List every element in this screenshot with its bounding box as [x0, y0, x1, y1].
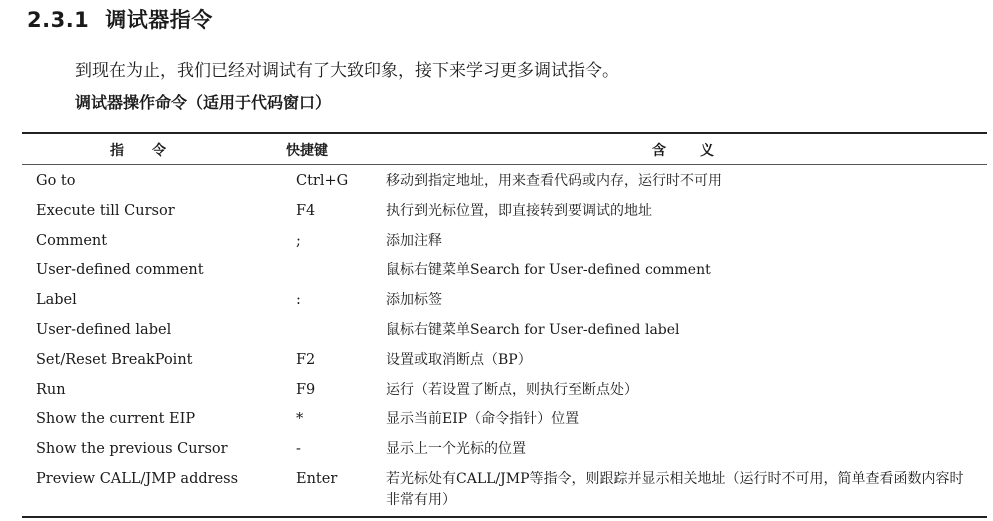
intro-paragraph: 到现在为止，我们已经对调试有了大致印象，接下来学习更多调试指令。	[75, 61, 619, 81]
command-cell: Show the previous Cursor	[36, 441, 228, 458]
meaning-cell: 移动到指定地址，用来查看代码或内存，运行时不可用	[386, 173, 722, 189]
table-bottom-rule	[22, 516, 987, 518]
section-heading	[27, 4, 213, 34]
table-caption: 调试器操作命令（适用于代码窗口）	[75, 93, 332, 112]
table-row	[36, 405, 986, 435]
shortcut-cell: Ctrl+G	[296, 173, 349, 189]
table-row	[36, 167, 986, 197]
command-cell: Set/Reset BreakPoint	[36, 351, 193, 368]
table-row	[36, 227, 986, 257]
meaning-cell: 运行（若设置了断点，则执行至断点处）	[386, 381, 638, 398]
meaning-cell: 显示上一个光标的位置	[386, 441, 526, 458]
table-row	[36, 435, 986, 465]
table-row	[36, 346, 986, 376]
shortcut-cell: :	[296, 292, 301, 309]
table-top-rule	[22, 132, 987, 134]
meaning-cell: 添加注释	[386, 232, 442, 249]
shortcut-cell: ;	[296, 232, 301, 249]
table-row	[36, 316, 986, 346]
header-command: 指令	[110, 143, 194, 159]
command-cell: Label	[36, 292, 77, 309]
table-row	[36, 286, 986, 316]
command-table-body	[36, 167, 986, 515]
meaning-cell: 鼠标右键菜单Search for User-defined label	[386, 321, 680, 338]
table-header-rule	[22, 164, 987, 165]
shortcut-cell: F4	[296, 202, 316, 219]
shortcut-cell: F9	[296, 381, 316, 398]
table-row	[36, 256, 986, 286]
header-meaning: 含义	[652, 143, 748, 159]
meaning-cell: 执行到光标位置，即直接转到要调试的地址	[386, 202, 652, 219]
shortcut-cell: -	[296, 441, 301, 458]
meaning-cell: 若光标处有CALL/JMP等指令，则跟踪并显示相关地址（运行时不可用，简单查看函数内容时非常有用）	[386, 470, 964, 508]
meaning-cell: 鼠标右键菜单Search for User-defined comment	[386, 262, 711, 279]
command-cell: Show the current EIP	[36, 411, 196, 428]
shortcut-cell: F2	[296, 351, 316, 368]
section-title: 调试器指令	[105, 8, 213, 32]
table-row	[36, 465, 986, 515]
section-number: 2.3.1	[27, 8, 90, 32]
shortcut-cell: Enter	[296, 470, 338, 487]
command-cell: Run	[36, 381, 66, 398]
meaning-cell: 显示当前EIP（命令指针）位置	[386, 411, 580, 428]
command-cell: User-defined label	[36, 321, 172, 338]
header-shortcut: 快捷键	[286, 143, 328, 159]
table-row	[36, 197, 986, 227]
command-cell: User-defined comment	[36, 262, 204, 279]
command-cell: Execute till Cursor	[36, 202, 175, 219]
command-cell: Comment	[36, 232, 108, 249]
shortcut-cell: *	[296, 411, 304, 428]
meaning-cell: 设置或取消断点（BP）	[386, 351, 532, 368]
meaning-cell: 添加标签	[386, 292, 442, 309]
command-cell: Preview CALL/JMP address	[36, 470, 239, 487]
command-cell: Go to	[36, 173, 76, 189]
table-row	[36, 376, 986, 406]
